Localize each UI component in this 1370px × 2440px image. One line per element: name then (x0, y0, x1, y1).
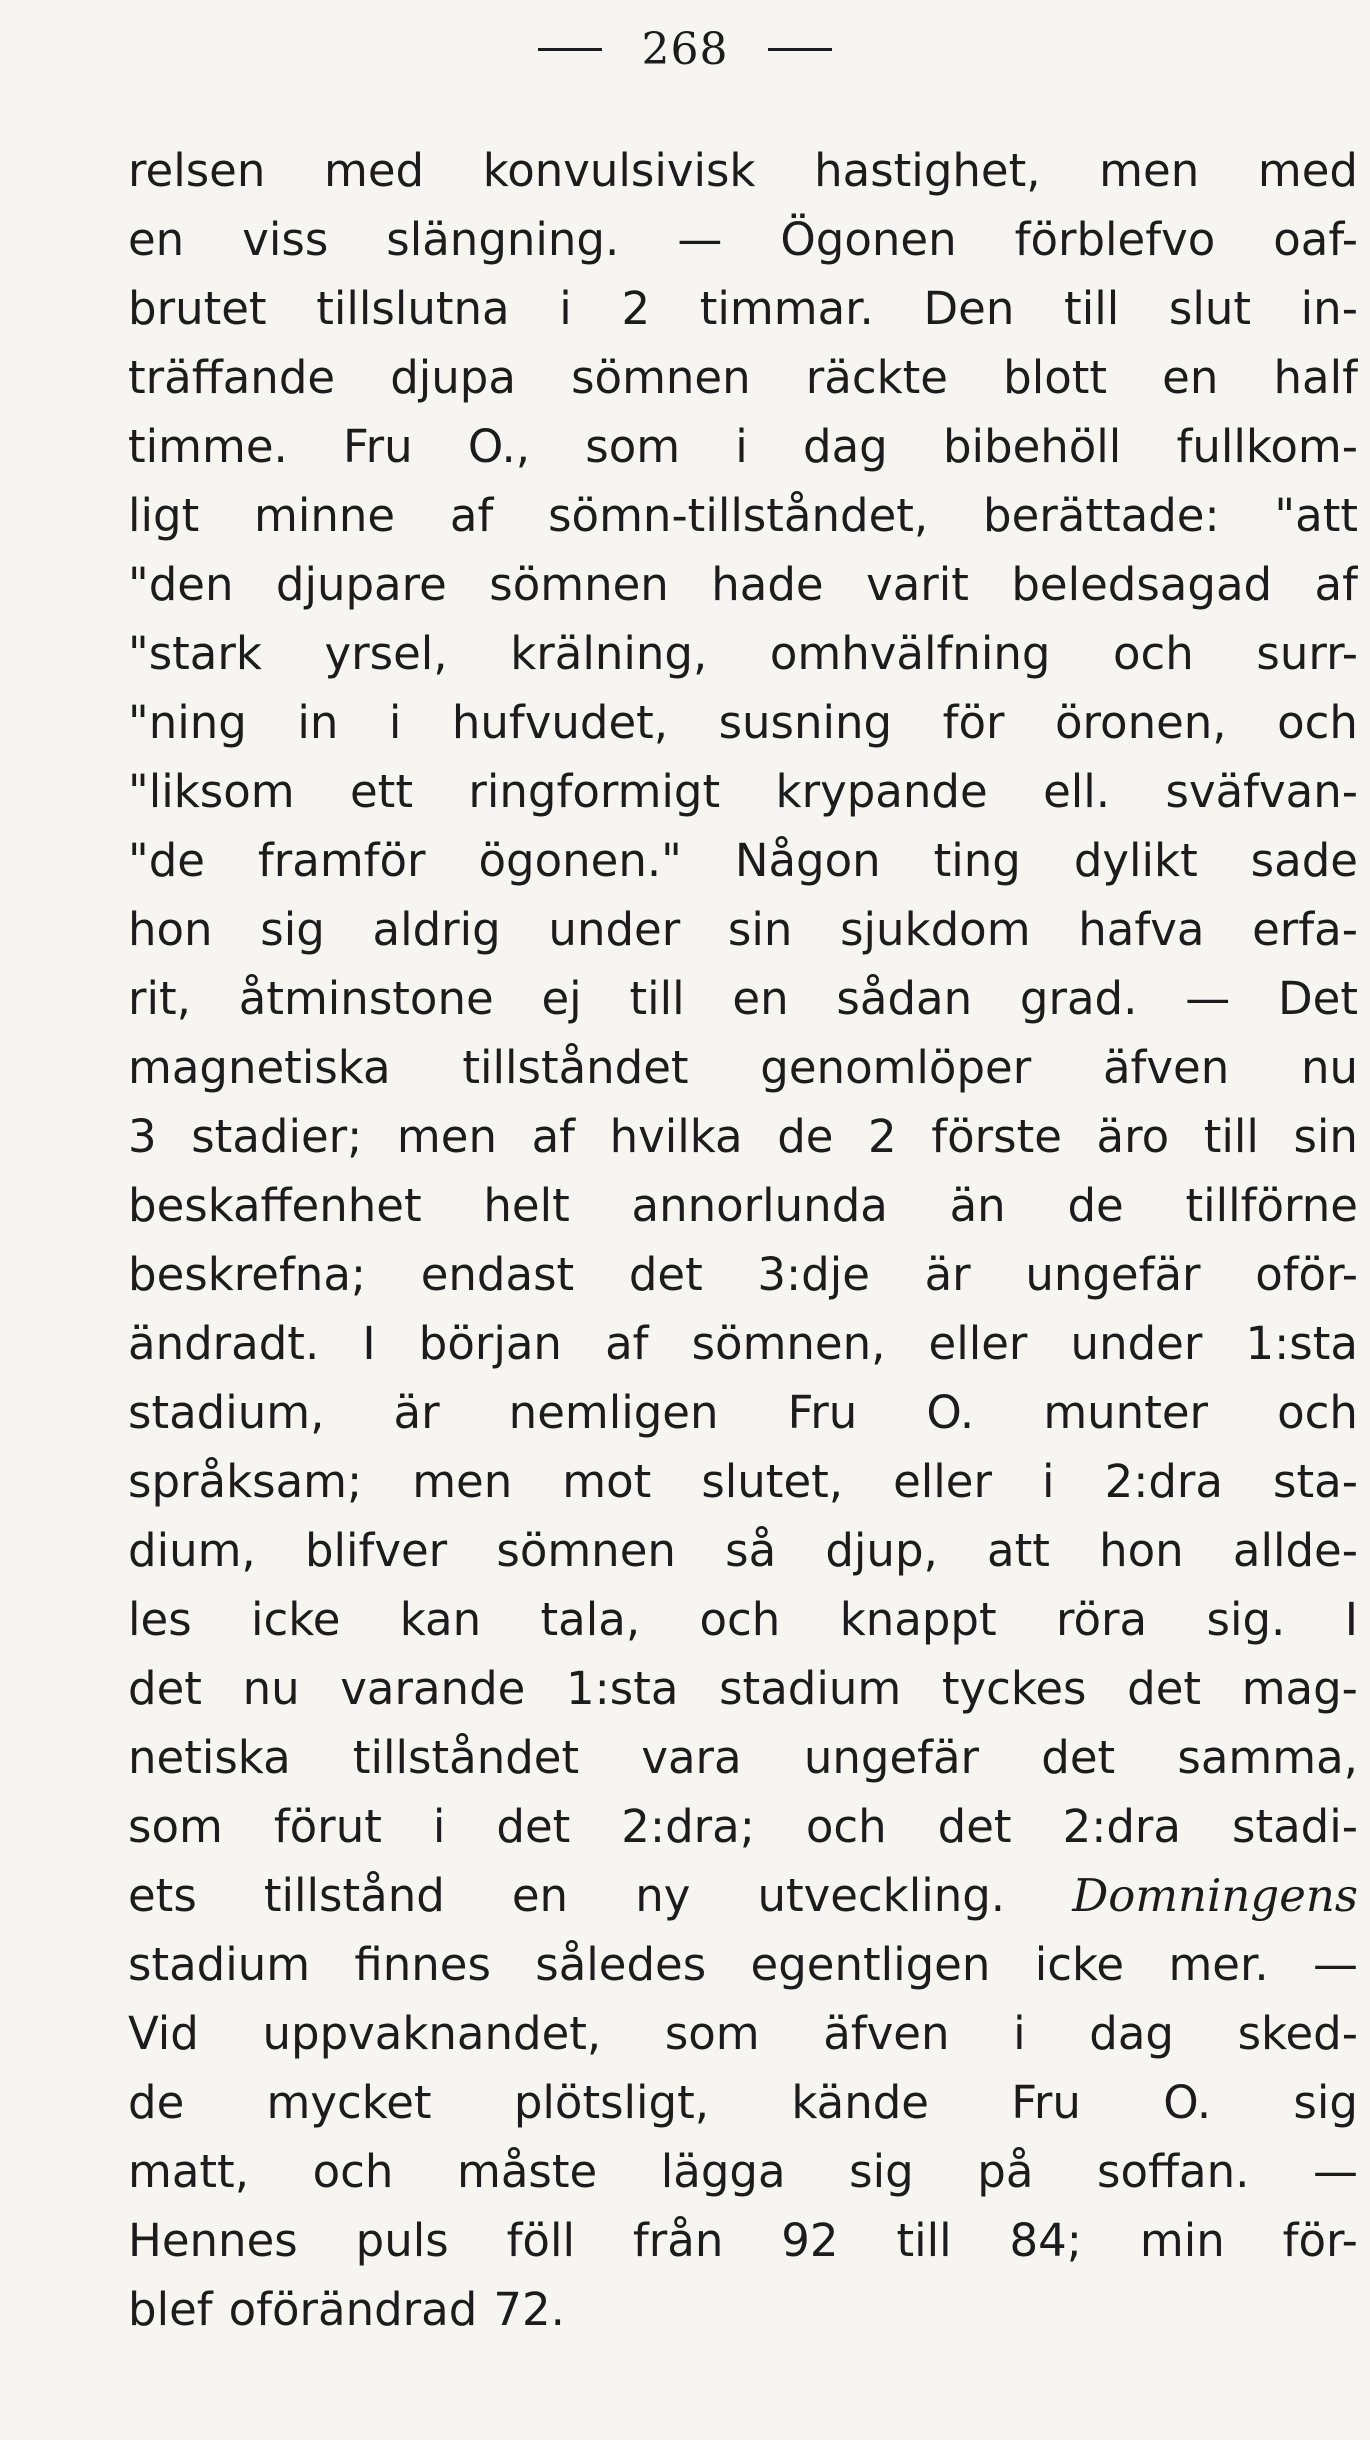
word: in- (1300, 282, 1358, 335)
word: beledsagad (1011, 558, 1273, 611)
word: ringformigt (468, 765, 721, 818)
page-number: 268 (641, 23, 729, 75)
word: fullkom- (1176, 420, 1358, 473)
word: matt, (128, 2145, 250, 2198)
word: sig (260, 903, 325, 956)
word: måste (457, 2145, 598, 2198)
word: konvulsivisk (482, 144, 756, 197)
word: varande (340, 1662, 526, 1715)
word: äfven (823, 2007, 950, 2060)
word: på (977, 2145, 1034, 2198)
word: som (585, 420, 681, 473)
word: dag (803, 420, 888, 473)
word: tillslutna (316, 282, 510, 335)
word: icke (1034, 1938, 1125, 1991)
word: början (418, 1317, 562, 1370)
word: 2 (868, 1110, 897, 1163)
word: Den (923, 282, 1015, 335)
word: rit, (128, 972, 191, 1025)
word: tyckes (941, 1662, 1087, 1715)
word: af (1314, 558, 1358, 611)
word: ändradt. (128, 1317, 320, 1370)
word: viss (242, 213, 329, 266)
word: utveckling. (757, 1869, 1006, 1922)
text-line (128, 2137, 1358, 2206)
text-line (128, 1240, 1358, 1309)
word: 1:sta (1245, 1317, 1358, 1370)
text-line (128, 1861, 1358, 1930)
word: slutet, (701, 1455, 844, 1508)
word: till (896, 2214, 952, 2267)
word: O. (926, 1386, 975, 1439)
word: I (362, 1317, 376, 1370)
word: ets (128, 1869, 197, 1922)
word: dag (1089, 2007, 1174, 2060)
word: 1:sta (565, 1662, 679, 1715)
text-line (128, 1654, 1358, 1723)
word: af (531, 1110, 575, 1163)
word: sömnen (571, 351, 751, 404)
word: hastighet, (814, 144, 1041, 197)
word: "ning (128, 696, 247, 749)
word: sömn-tillståndet, (548, 489, 929, 542)
word: det (937, 1800, 1012, 1853)
word: af (449, 489, 494, 542)
word: djupare (275, 558, 447, 611)
word: nu (1300, 1041, 1358, 1094)
word: ett (350, 765, 413, 818)
word: mer. (1168, 1938, 1269, 1991)
word: det (128, 1662, 202, 1715)
word: sta- (1273, 1455, 1358, 1508)
word: sjukdom (840, 903, 1031, 956)
text-line (128, 343, 1358, 412)
word: för- (1282, 2214, 1358, 2267)
word: framför (257, 834, 426, 887)
word: en (1162, 351, 1219, 404)
text-line (128, 1723, 1358, 1792)
word: kände (791, 2076, 929, 2129)
word: de (1067, 1179, 1124, 1232)
text-line (128, 481, 1358, 550)
word: Fru (1011, 2076, 1081, 2129)
word: relsen (128, 144, 266, 197)
word: munter (1043, 1386, 1209, 1439)
word: grad. (1019, 972, 1138, 1025)
word: minne (254, 489, 396, 542)
word: timmar. (699, 282, 874, 335)
word: men (412, 1455, 513, 1508)
word: som (664, 2007, 760, 2060)
word: att (987, 1524, 1050, 1577)
word: nemligen (508, 1386, 719, 1439)
word: och (1277, 1386, 1358, 1439)
word: från (632, 2214, 724, 2267)
word: yrsel, (324, 627, 448, 680)
word: förste (931, 1110, 1062, 1163)
word: stadium (719, 1662, 902, 1715)
word: "liksom (128, 765, 295, 818)
body-text (128, 136, 1358, 2344)
word: det (628, 1248, 703, 1301)
word: tillförne (1185, 1179, 1358, 1232)
word: in (297, 696, 339, 749)
word: "de (128, 834, 205, 887)
word: ny (635, 1869, 691, 1922)
text-line (128, 205, 1358, 274)
word: sade (1250, 834, 1358, 887)
word: les (128, 1593, 192, 1646)
word: beskaffenhet (128, 1179, 422, 1232)
word: ej (541, 972, 582, 1025)
word: än (949, 1179, 1006, 1232)
word: som (128, 1800, 223, 1853)
word: "att (1274, 489, 1358, 542)
word: tala, (540, 1593, 641, 1646)
word: hafva (1078, 903, 1205, 956)
word: aldrig (372, 903, 501, 956)
word: krälning, (510, 627, 708, 680)
word: förblefvo (1014, 213, 1216, 266)
word: sin (1293, 1110, 1358, 1163)
text-line (128, 688, 1358, 757)
word: dium, (128, 1524, 256, 1577)
word: i (432, 1800, 446, 1853)
word: 2:dra (1104, 1455, 1224, 1508)
text-line (128, 1999, 1358, 2068)
word: således (535, 1938, 707, 1991)
text-line (128, 2206, 1358, 2275)
word: bibehöll (942, 420, 1122, 473)
word: i (388, 696, 402, 749)
word: åtminstone (238, 972, 494, 1025)
word: slut (1168, 282, 1251, 335)
word: puls (355, 2214, 449, 2267)
header-dash-left (538, 48, 602, 51)
word: omhvälfning (769, 627, 1051, 680)
word: egentligen (750, 1938, 991, 1991)
word: sådan (836, 972, 973, 1025)
word: sväfvan- (1165, 765, 1358, 818)
word: krypande (775, 765, 988, 818)
word: 2 (621, 282, 651, 335)
word: eller (928, 1317, 1028, 1370)
word: uppvaknandet, (262, 2007, 602, 2060)
word: sömnen (496, 1524, 676, 1577)
word: af (605, 1317, 649, 1370)
word: men (1099, 144, 1200, 197)
text-line (128, 1447, 1358, 1516)
word: i (1042, 1455, 1055, 1508)
word: stadium, (128, 1386, 325, 1439)
word: O., (467, 420, 531, 473)
word: stadium (128, 1938, 311, 1991)
word: Fru (343, 420, 413, 473)
word: oförändrad (228, 2283, 478, 2336)
word: lägga (660, 2145, 786, 2198)
word: sin (727, 903, 793, 956)
word: I (1344, 1593, 1358, 1646)
word: men (396, 1110, 497, 1163)
word: magnetiska (128, 1041, 391, 1094)
word: med (324, 144, 425, 197)
word: mot (562, 1455, 652, 1508)
text-line (128, 274, 1358, 343)
word: i (735, 420, 748, 473)
text-line (128, 757, 1358, 826)
word: de (128, 2076, 185, 2129)
text-line (128, 1309, 1358, 1378)
word: berättade: (983, 489, 1220, 542)
word: "stark (128, 627, 262, 680)
word: ligt (128, 489, 200, 542)
word: "den (128, 558, 234, 611)
word: tillståndet (462, 1041, 689, 1094)
word: kan (399, 1593, 482, 1646)
page-header (0, 14, 1370, 84)
word: icke (251, 1593, 341, 1646)
word: ting (933, 834, 1021, 887)
word: 72. (493, 2283, 565, 2336)
word: ell. (1043, 765, 1111, 818)
word: helt (483, 1179, 570, 1232)
word: genomlöper (760, 1041, 1032, 1094)
word: blifver (304, 1524, 448, 1577)
word: och (1113, 627, 1194, 680)
text-line (128, 1171, 1358, 1240)
word: det (1041, 1731, 1116, 1784)
word: djupa (390, 351, 516, 404)
word: föll (506, 2214, 575, 2267)
word: röra (1056, 1593, 1148, 1646)
word: — (1313, 2145, 1358, 2198)
word: det (1127, 1662, 1202, 1715)
word: och (312, 2145, 394, 2198)
word: — (1312, 1938, 1358, 1991)
word: timme. (128, 420, 288, 473)
word: 3 (128, 1110, 157, 1163)
word: Det (1278, 972, 1358, 1025)
word: beskrefna; (128, 1248, 367, 1301)
text-line (128, 1378, 1358, 1447)
text-line (128, 412, 1358, 481)
word: ungefär (803, 1731, 980, 1784)
text-line (128, 1516, 1358, 1585)
word: sked- (1237, 2007, 1358, 2060)
word: plötsligt, (513, 2076, 710, 2129)
word: dylikt (1073, 834, 1198, 887)
word: ungefär (1025, 1248, 1201, 1301)
word: under (1070, 1317, 1203, 1370)
word: sig (1293, 2076, 1358, 2129)
word: eller (893, 1455, 992, 1508)
word: för (942, 696, 1005, 749)
word: 84; (1009, 2214, 1082, 2267)
word: stadi- (1232, 1800, 1358, 1853)
word: i (559, 282, 572, 335)
word: blef (128, 2283, 213, 2336)
word: räckte (805, 351, 948, 404)
word: 92 (781, 2214, 839, 2267)
word: och (1277, 696, 1358, 749)
word: är (924, 1248, 971, 1301)
text-line (128, 2275, 1358, 2344)
text-line (128, 1792, 1358, 1861)
word: — (1185, 972, 1231, 1025)
word: en (732, 972, 789, 1025)
word: finnes (354, 1938, 491, 1991)
word: susning (718, 696, 893, 749)
word: sömnen (489, 558, 669, 611)
word: till (1203, 1110, 1259, 1163)
word: varit (866, 558, 969, 611)
text-line (128, 964, 1358, 1033)
word: hon (1099, 1524, 1184, 1577)
word: knappt (839, 1593, 997, 1646)
word: Hennes (128, 2214, 298, 2267)
word: en (511, 1869, 569, 1922)
word: hade (711, 558, 824, 611)
word: i (1013, 2007, 1026, 2060)
text-line (128, 619, 1358, 688)
word: erfa- (1252, 903, 1358, 956)
word: min (1139, 2214, 1225, 2267)
text-line (128, 1102, 1358, 1171)
text-line (128, 1930, 1358, 1999)
word: ögonen." (478, 834, 682, 887)
word: och (699, 1593, 781, 1646)
text-line (128, 1585, 1358, 1654)
word: vara (641, 1731, 742, 1784)
word: språksam; (128, 1455, 363, 1508)
word: mag- (1241, 1662, 1358, 1715)
word: soffan. (1097, 2145, 1250, 2198)
word: oaf- (1273, 213, 1358, 266)
word: sig. (1206, 1593, 1286, 1646)
word: under (548, 903, 681, 956)
word: stadier; (191, 1110, 363, 1163)
word: — (677, 213, 723, 266)
word: äro (1096, 1110, 1170, 1163)
word: allde- (1232, 1524, 1358, 1577)
text-line (128, 136, 1358, 205)
word: Någon (734, 834, 881, 887)
word: sömnen, (691, 1317, 886, 1370)
word: samma, (1177, 1731, 1358, 1784)
header-dash-right (768, 48, 832, 51)
word: Ögonen (780, 213, 957, 266)
word: annorlunda (631, 1179, 888, 1232)
word: Fru (787, 1386, 858, 1439)
word: tillstånd (263, 1869, 445, 1922)
word: 2:dra; (621, 1800, 755, 1853)
word: hvilka (609, 1110, 743, 1163)
word: till (629, 972, 685, 1025)
word: träffande (128, 351, 336, 404)
word: hon (128, 903, 213, 956)
word: till (1064, 282, 1120, 335)
text-line (128, 1033, 1358, 1102)
word: de (777, 1110, 834, 1163)
word: hufvudet, (451, 696, 669, 749)
word: och (805, 1800, 887, 1853)
text-line (128, 550, 1358, 619)
word: öronen, (1055, 696, 1227, 749)
word: djup, (825, 1524, 938, 1577)
word: förut (273, 1800, 382, 1853)
word: en (128, 213, 185, 266)
word: med (1257, 144, 1358, 197)
word: är (393, 1386, 440, 1439)
word: surr- (1256, 627, 1358, 680)
word: 3:dje (757, 1248, 870, 1301)
text-line (128, 895, 1358, 964)
word: sig (849, 2145, 914, 2198)
text-line (128, 2068, 1358, 2137)
word: endast (420, 1248, 575, 1301)
word: netiska (128, 1731, 291, 1784)
word: Domningens (1072, 1869, 1358, 1922)
text-line (128, 826, 1358, 895)
word: Vid (128, 2007, 199, 2060)
word: 2:dra (1062, 1800, 1182, 1853)
word: det (496, 1800, 571, 1853)
word: brutet (128, 282, 267, 335)
word: oför- (1255, 1248, 1358, 1301)
word: half (1273, 351, 1358, 404)
word: mycket (266, 2076, 432, 2129)
word: tillståndet (352, 1731, 580, 1784)
word: äfven (1102, 1041, 1230, 1094)
word: nu (242, 1662, 300, 1715)
word: slängning. (386, 213, 620, 266)
word: O. (1163, 2076, 1212, 2129)
word: blott (1003, 351, 1108, 404)
word: så (725, 1524, 777, 1577)
